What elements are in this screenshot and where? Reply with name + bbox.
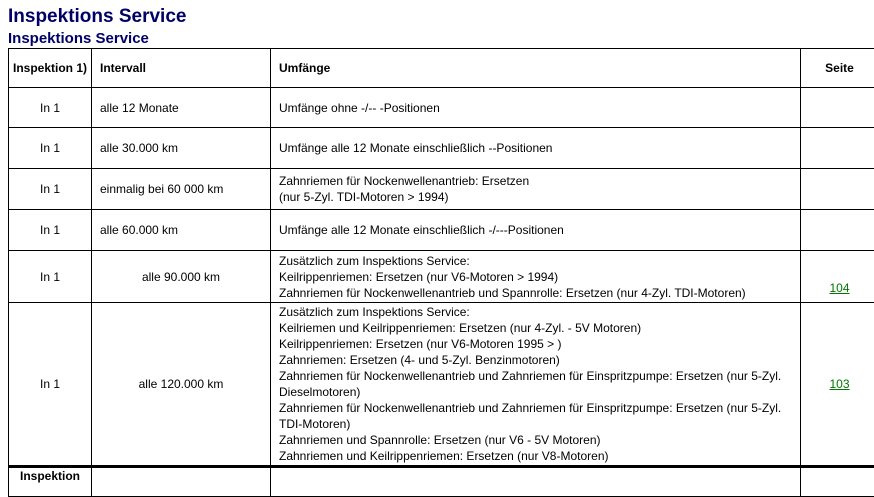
next-header-inspektion: Inspektion	[9, 467, 92, 497]
page-title: Inspektions Service	[8, 6, 186, 28]
umfang-line: Umfänge ohne -/-- -Positionen	[279, 100, 800, 116]
cell-seite	[801, 169, 874, 210]
inspection-table	[8, 48, 874, 497]
next-header-cell	[271, 467, 801, 497]
umfang-line: Zahnriemen für Nockenwellenantrieb und Zahnriemen für Einspritzpumpe: Ersetzen (nur 5-Zyl. TDI-Motoren)	[279, 400, 800, 432]
cell-inspektion: In 1	[9, 169, 92, 210]
cell-inspektion: In 1	[9, 88, 92, 128]
umfang-line: (nur 5-Zyl. TDI-Motoren > 1994)	[279, 189, 800, 205]
header-umfaenge: Umfänge	[271, 49, 801, 88]
cell-umfaenge	[271, 303, 801, 467]
next-header-cell	[92, 467, 271, 497]
cell-inspektion: In 1	[9, 128, 92, 169]
cell-intervall: alle 120.000 km	[92, 303, 271, 467]
table-row	[9, 88, 874, 128]
umfang-line: Umfänge alle 12 Monate einschließlich --Positionen	[279, 140, 800, 156]
header-inspektion: Inspektion 1)	[9, 49, 92, 88]
umfang-line: Zahnriemen für Nockenwellenantrieb und Zahnriemen für Einspritzpumpe: Ersetzen (nur 5-Zyl. Dieselmotoren)	[279, 368, 800, 400]
cell-umfaenge	[271, 128, 801, 169]
umfang-line: Zahnriemen für Nockenwellenantrieb: Ersetzen	[279, 173, 800, 189]
cell-inspektion: In 1	[9, 210, 92, 251]
cell-seite	[801, 251, 874, 303]
umfang-line: Keilriemen und Keilrippenriemen: Ersetzen (nur 4-Zyl. - 5V Motoren)	[279, 320, 800, 336]
cell-seite	[801, 303, 874, 467]
cell-intervall: einmalig bei 60 000 km	[92, 169, 271, 210]
table-header-row	[9, 49, 874, 88]
umfang-line: Zahnriemen für Nockenwellenantrieb und Spannrolle: Ersetzen (nur 4-Zyl. TDI-Motoren)	[279, 285, 800, 301]
cell-intervall: alle 90.000 km	[92, 251, 271, 303]
umfang-line: Zusätzlich zum Inspektions Service:	[279, 253, 800, 269]
next-header-cell	[801, 467, 874, 497]
page-link-104[interactable]: 104	[829, 281, 849, 295]
cell-intervall: alle 60.000 km	[92, 210, 271, 251]
umfang-line: Zahnriemen und Spannrolle: Ersetzen (nur V6 - 5V Motoren)	[279, 432, 800, 448]
cell-intervall: alle 12 Monate	[92, 88, 271, 128]
cell-intervall: alle 30.000 km	[92, 128, 271, 169]
header-seite: Seite	[801, 49, 874, 88]
page-link-103[interactable]: 103	[829, 377, 849, 391]
cell-umfaenge	[271, 210, 801, 251]
cell-umfaenge	[271, 88, 801, 128]
table-row	[9, 128, 874, 169]
umfang-line: Zusätzlich zum Inspektions Service:	[279, 304, 800, 320]
cell-inspektion: In 1	[9, 251, 92, 303]
umfang-line: Zahnriemen: Ersetzen (4- und 5-Zyl. Benzinmotoren)	[279, 352, 800, 368]
cell-umfaenge	[271, 169, 801, 210]
cell-umfaenge	[271, 251, 801, 303]
umfang-line: Zahnriemen und Keilrippenriemen: Ersetzen (nur V8-Motoren)	[279, 448, 800, 464]
cell-inspektion: In 1	[9, 303, 92, 467]
table-row	[9, 169, 874, 210]
section-title: Inspektions Service	[8, 30, 149, 48]
next-table-header-row	[9, 467, 874, 497]
table-row	[9, 303, 874, 467]
umfang-line: Umfänge alle 12 Monate einschließlich -/---Positionen	[279, 222, 800, 238]
table-row	[9, 251, 874, 303]
header-intervall: Intervall	[92, 49, 271, 88]
cell-seite	[801, 88, 874, 128]
cell-seite	[801, 128, 874, 169]
umfang-line: Keilrippenriemen: Ersetzen (nur V6-Motoren 1995 > )	[279, 336, 800, 352]
umfang-line: Keilrippenriemen: Ersetzen (nur V6-Motoren > 1994)	[279, 269, 800, 285]
cell-seite	[801, 210, 874, 251]
table-row	[9, 210, 874, 251]
